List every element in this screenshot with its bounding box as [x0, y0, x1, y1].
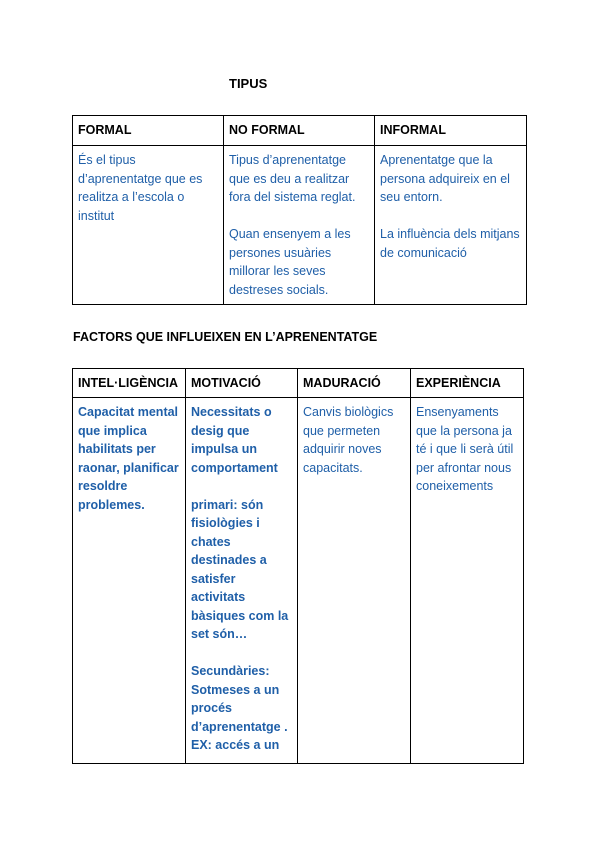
cell-motivacio	[186, 398, 298, 764]
cell-informal	[375, 146, 527, 305]
cell-text: És el tipus d’aprenentatge que es realitza a l’escola o institut	[78, 153, 203, 223]
table-row	[73, 398, 524, 764]
tipus-table	[72, 115, 527, 305]
cell-text: Quan ensenyem a les persones usuàries millorar les seves destreses socials.	[229, 227, 351, 297]
cell-text: Aprenentatge que la persona adquireix en el seu entorn.	[380, 153, 510, 204]
header-formal: FORMAL	[73, 116, 224, 146]
table-row	[73, 146, 527, 305]
cell-text: Capacitat mental que implica habilitats per raonar, planificar resoldre problemes.	[78, 405, 179, 512]
cell-text: Secundàries: Sotmeses a un procés d’aprenentatge . EX: accés a un	[191, 664, 288, 752]
factors-table	[72, 368, 524, 764]
cell-text: La influència dels mitjans de comunicació	[380, 227, 520, 260]
table-header-row	[73, 369, 524, 398]
cell-text: Canvis biològics que permeten adquirir noves capacitats.	[303, 405, 394, 475]
header-informal: INFORMAL	[375, 116, 527, 146]
cell-intelligencia	[73, 398, 186, 764]
cell-text: primari: són fisiològies i chates destinades a satisfer activitats bàsiques com la set són…	[191, 497, 289, 641]
header-no-formal: NO FORMAL	[224, 116, 375, 146]
header-intelligencia: INTEL·LIGÈNCIA	[73, 369, 186, 398]
section-title: FACTORS QUE INFLUEIXEN EN L’APRENENTATGE	[73, 330, 378, 344]
cell-maduracio	[298, 398, 411, 764]
header-motivacio: MOTIVACIÓ	[186, 369, 298, 398]
cell-experiencia	[411, 398, 524, 764]
cell-no-formal	[224, 146, 375, 305]
cell-text: Tipus d’aprenentatge que es deu a realitzar fora del sistema reglat.	[229, 153, 356, 204]
table-header-row	[73, 116, 527, 146]
cell-formal	[73, 146, 224, 305]
page-title: TIPUS	[229, 76, 268, 91]
cell-text: Ensenyaments que la persona ja té i que li serà útil per afrontar nous coneixements	[416, 405, 514, 493]
cell-text: Necessitats o desig que impulsa un comportament	[191, 405, 278, 475]
header-experiencia: EXPERIÈNCIA	[411, 369, 524, 398]
header-maduracio: MADURACIÓ	[298, 369, 411, 398]
